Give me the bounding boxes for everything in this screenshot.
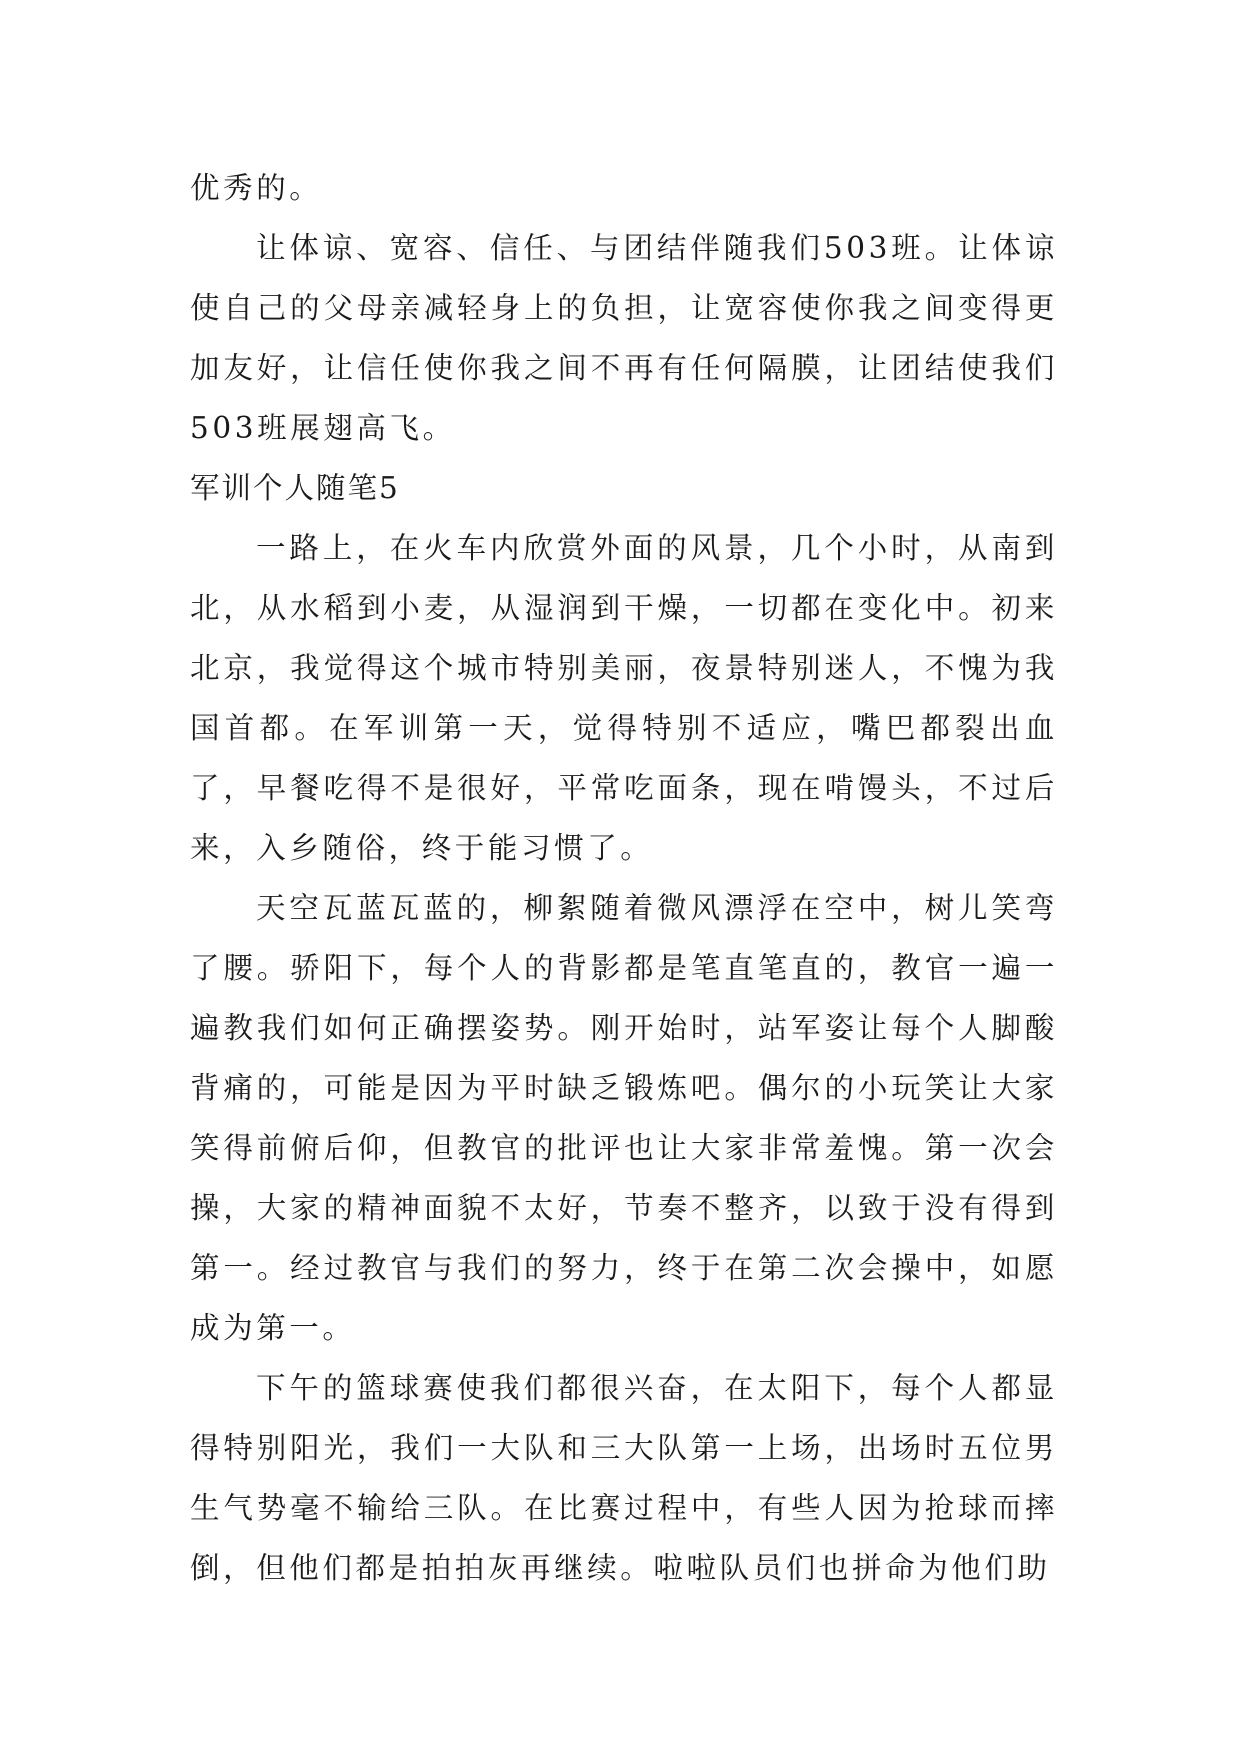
paragraph-class-503: 让体谅、宽容、信任、与团结伴随我们503班。让体谅使自己的父母亲减轻身上的负担，让宽容使你我之间变得更加友好，让信任使你我之间不再有任何隔膜，让团结使我们503班展翅高飞。 bbox=[190, 231, 1058, 445]
document-body bbox=[190, 158, 1058, 1598]
paragraph-training-day: 天空瓦蓝瓦蓝的，柳絮随着微风漂浮在空中，树儿笑弯了腰。骄阳下，每个人的背影都是笔直笔直的，教官一遍一遍教我们如何正确摆姿势。刚开始时，站军姿让每个人脚酸背痛的，可能是因为平时缺乏锻炼吧。偶尔的小玩笑让大家笑得前俯后仰，但教官的批评也让大家非常羞愧。第一次会操，大家的精神面貌不太好，节奏不整齐，以致于没有得到第一。经过教官与我们的努力，终于在第二次会操中，如愿成为第一。 bbox=[190, 891, 1058, 1345]
paragraph-continuation: 优秀的。 bbox=[190, 171, 323, 205]
section-heading: 军训个人随笔5 bbox=[190, 471, 400, 505]
paragraph-basketball: 下午的篮球赛使我们都很兴奋，在太阳下，每个人都显得特别阳光，我们一大队和三大队第一上场，出场时五位男生气势毫不输给三队。在比赛过程中，有些人因为抢球而摔倒，但他们都是拍拍灰再继续。啦啦队员们也拼命为他们助 bbox=[190, 1371, 1058, 1585]
paragraph-train-journey: 一路上，在火车内欣赏外面的风景，几个小时，从南到北，从水稻到小麦，从湿润到干燥，一切都在变化中。初来北京，我觉得这个城市特别美丽，夜景特别迷人，不愧为我国首都。在军训第一天，觉得特别不适应，嘴巴都裂出血了，早餐吃得不是很好，平常吃面条，现在啃馒头，不过后来，入乡随俗，终于能习惯了。 bbox=[190, 531, 1058, 865]
